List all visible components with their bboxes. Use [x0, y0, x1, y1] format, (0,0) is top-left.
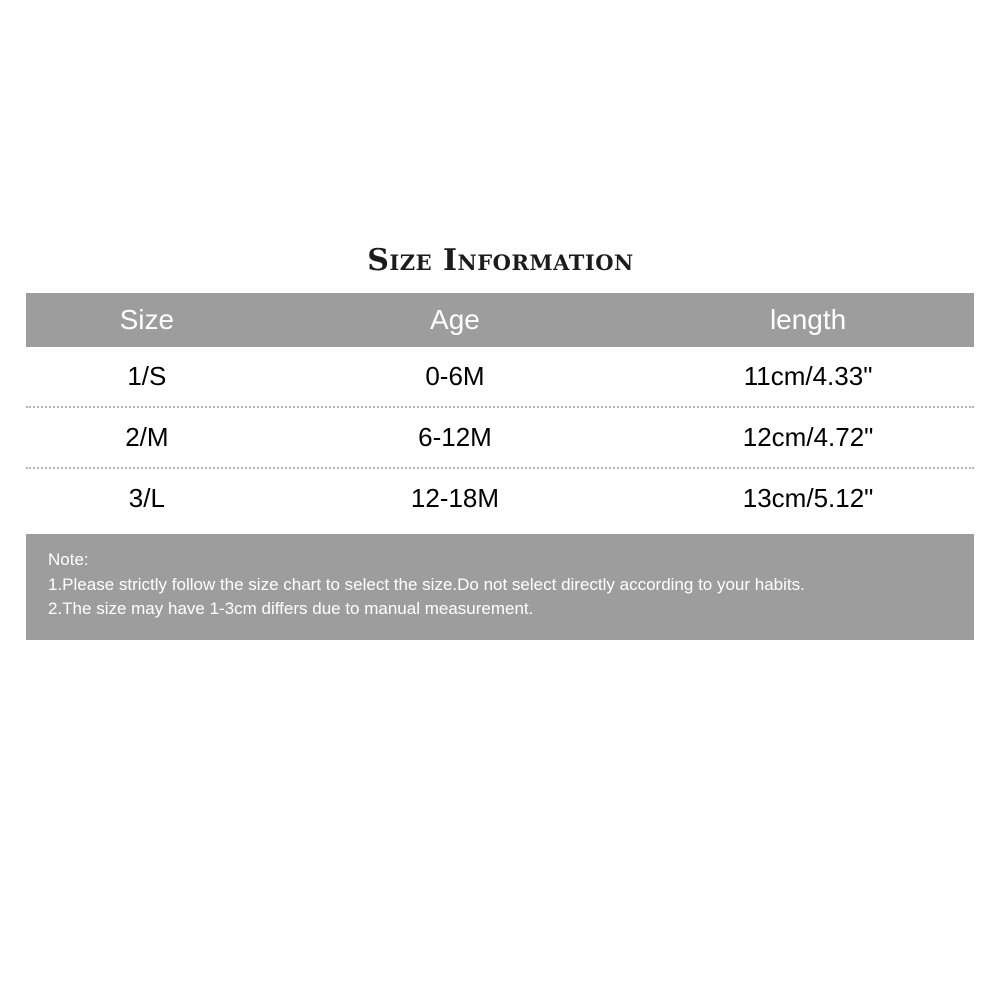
- cell-length: 13cm/5.12": [742, 483, 874, 513]
- table-header-row: [26, 293, 974, 347]
- cell-age: 6-12M: [418, 422, 492, 452]
- size-table: [26, 293, 974, 640]
- cell-age: 0-6M: [425, 361, 485, 391]
- table-row: [26, 347, 974, 406]
- column-header-size: Size: [119, 304, 175, 335]
- cell-age: 12-18M: [410, 483, 500, 513]
- note-box: [26, 534, 974, 640]
- note-line-1: 1.Please strictly follow the size chart to select the size.Do not select directly according to your habits.: [48, 574, 805, 594]
- column-header-length: length: [769, 304, 847, 335]
- table-row: [26, 467, 974, 528]
- cell-size: 2/M: [125, 422, 169, 452]
- cell-size: 1/S: [127, 361, 167, 391]
- table-row: [26, 406, 974, 467]
- column-header-age: Age: [430, 304, 480, 335]
- note-heading: Note:: [48, 550, 89, 569]
- cell-size: 3/L: [128, 483, 165, 513]
- page-title: Size Information: [367, 243, 634, 278]
- cell-length: 12cm/4.72": [742, 422, 874, 452]
- cell-length: 11cm/4.33": [743, 361, 873, 391]
- note-line-2: 2.The size may have 1-3cm differs due to manual measurement.: [48, 599, 534, 619]
